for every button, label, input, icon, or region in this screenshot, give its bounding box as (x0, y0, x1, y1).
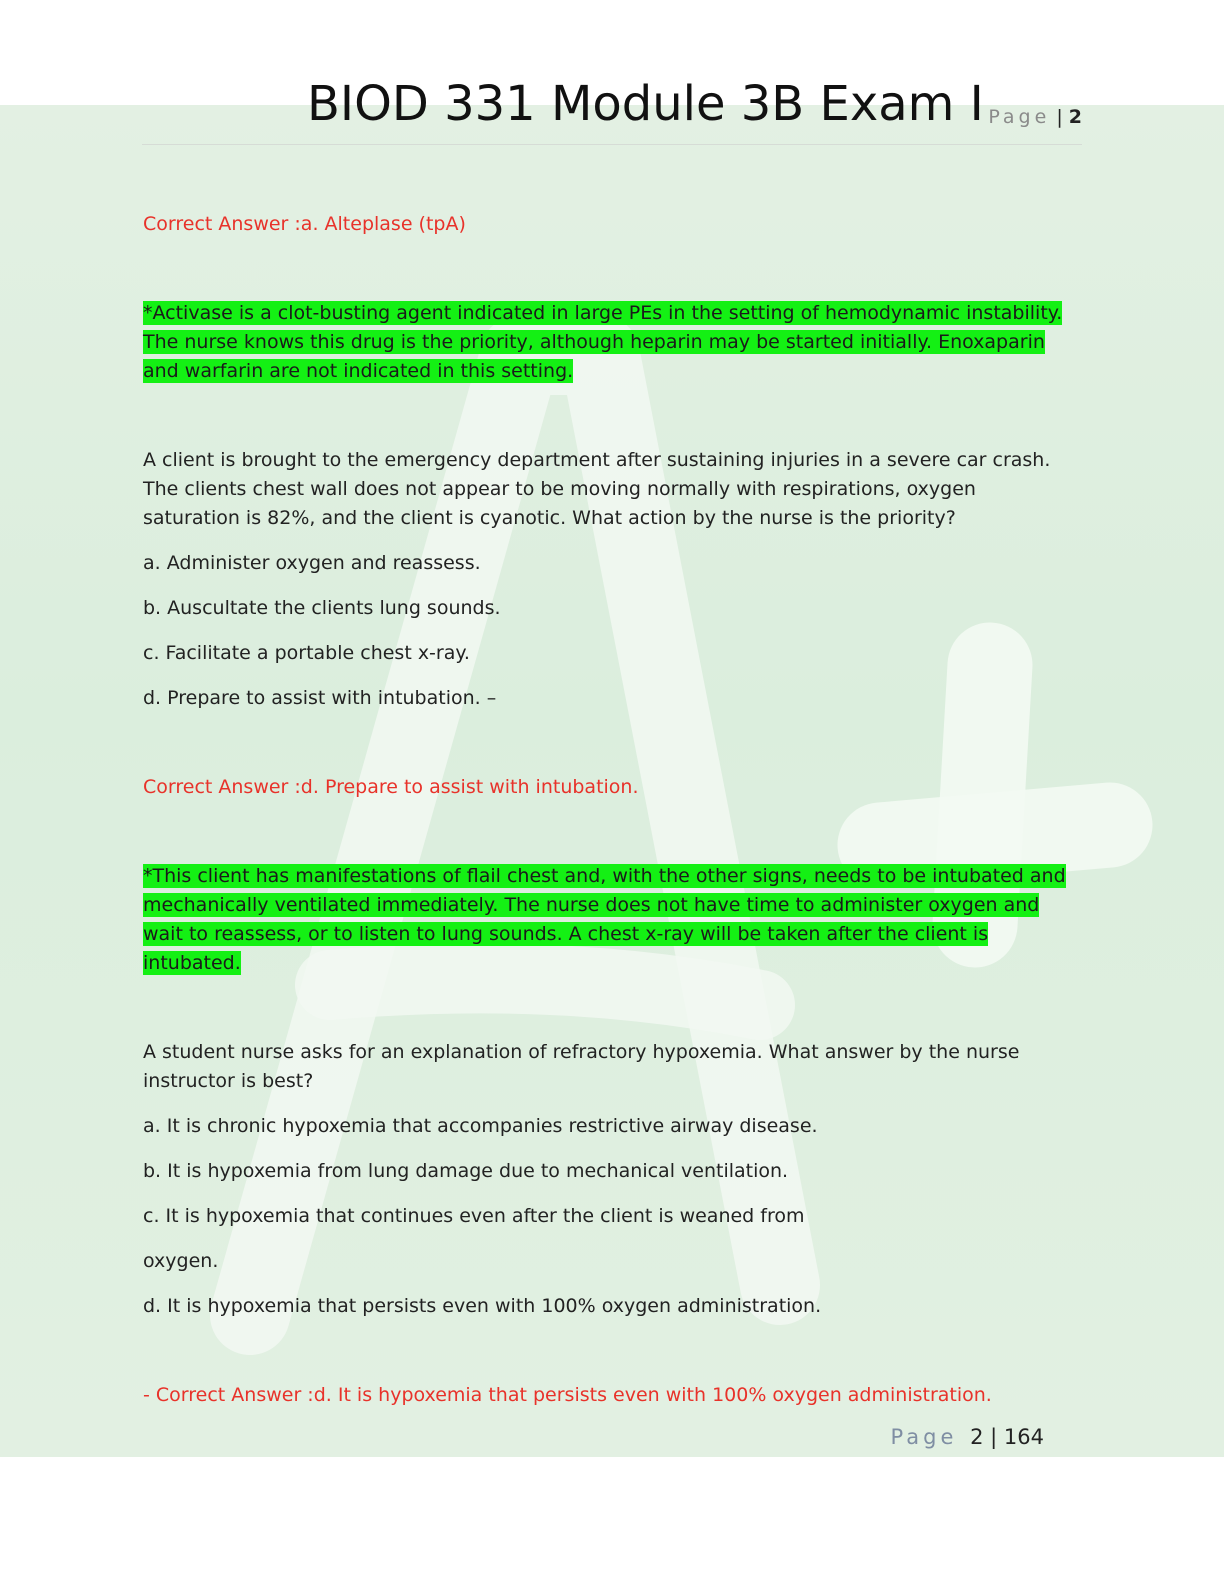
q3-option-b: b. It is hypoxemia from lung damage due to mechanical ventilation. (143, 1160, 789, 1182)
correct-answer-2: Correct Answer :d. Prepare to assist with intubation. (143, 776, 639, 798)
q2-option-c: c. Facilitate a portable chest x-ray. (143, 642, 470, 664)
rationale-2 (143, 862, 1073, 978)
header-page-separator: | (1056, 106, 1063, 128)
q2-option-a: a. Administer oxygen and reassess. (143, 552, 481, 574)
footer-page-total: 164 (1003, 1425, 1044, 1449)
rationale-1-highlight: *Activase is a clot-busting agent indicated in large PEs in the setting of hemodynamic instability. The nurse knows this drug is the priority, although heparin may be started initially. Enoxaparin and warfarin are not indicated in this setting. (143, 302, 1063, 382)
question-3: A student nurse asks for an explanation of refractory hypoxemia. What answer by the nurse instructor is best? (143, 1041, 1020, 1092)
header-page-label: Page (988, 106, 1051, 128)
q3-option-d: d. It is hypoxemia that persists even with 100% oxygen administration. (143, 1295, 822, 1317)
rationale-2-highlight: *This client has manifestations of flail chest and, with the other signs, needs to be intubated and mechanically ventilated immediately. The nurse does not have time to administer oxygen and wait to reassess, or to listen to lung sounds. A chest x-ray will be taken after the client is intubated. (143, 865, 1066, 974)
page-footer (891, 1425, 1044, 1449)
q2-option-d: d. Prepare to assist with intubation. – (143, 687, 497, 709)
q3-option-a: a. It is chronic hypoxemia that accompanies restrictive airway disease. (143, 1115, 818, 1137)
q3-option-c-continued: oxygen. (143, 1250, 219, 1272)
header-page-indicator (988, 106, 1082, 128)
footer-page-current: 2 (970, 1425, 984, 1449)
page-header (142, 70, 1082, 145)
q3-option-c: c. It is hypoxemia that continues even after the client is weaned from (143, 1205, 805, 1227)
q2-option-b: b. Auscultate the clients lung sounds. (143, 597, 501, 619)
correct-answer-3: - Correct Answer :d. It is hypoxemia that persists even with 100% oxygen administration. (143, 1384, 992, 1406)
rationale-1 (143, 299, 1073, 386)
question-2: A client is brought to the emergency department after sustaining injuries in a severe car crash. The clients chest wall does not appear to be moving normally with respirations, oxygen saturation is 82%, and the client is cyanotic. What action by the nurse is the priority? (143, 449, 1051, 529)
document-title: BIOD 331 Module 3B Exam I (307, 76, 984, 132)
document-body (143, 210, 1073, 1410)
header-page-number: 2 (1068, 106, 1082, 128)
footer-page-label: Page (890, 1425, 958, 1449)
footer-page-separator: | (990, 1425, 998, 1449)
correct-answer-1: Correct Answer :a. Alteplase (tpA) (143, 213, 466, 235)
